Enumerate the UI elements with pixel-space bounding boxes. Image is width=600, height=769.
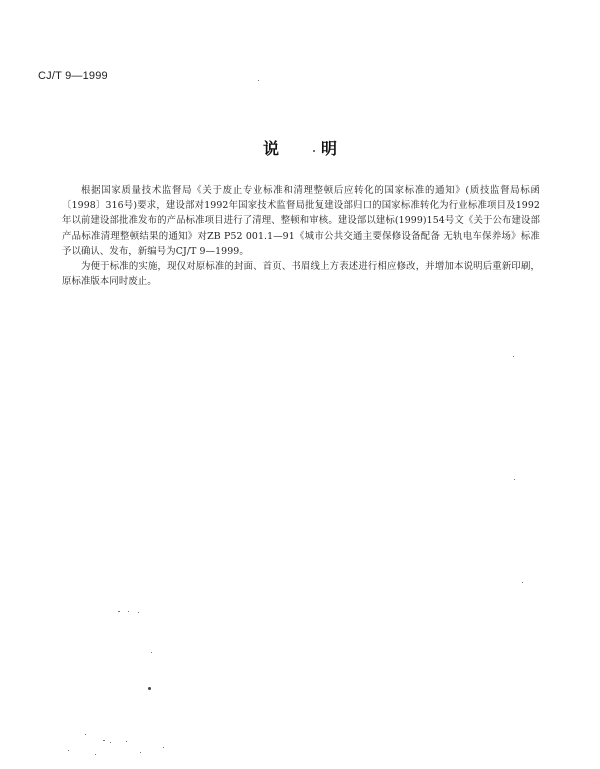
- title-char-2: 明: [321, 139, 338, 158]
- scan-speck: [148, 687, 151, 690]
- scan-speck: [85, 734, 86, 735]
- scan-speck: [103, 740, 105, 741]
- scan-speck: [522, 582, 523, 583]
- scan-speck: [151, 652, 152, 653]
- title-char-1: 说: [262, 139, 279, 158]
- scan-speck: [68, 750, 69, 751]
- scan-speck: [513, 356, 514, 357]
- scan-speck: [140, 752, 141, 753]
- paragraph-1: 根据国家质量技术监督局《关于废止专业标准和清理整顿后应转化的国家标准的通知》(质技监督局标函〔1998〕316号)要求，建设部对1992年国家技术监督局批复建设部归口的国家标准转化为行业标准项目及1992年以前建设部批准发布的产品标准项目进行了清理、整顿和审核。建设部以建标(1999)154号文《关于公布建设部产品标准清理整顿结果的通知》对ZB P52 001.1—91《城市公共交通主要保修设备配备 无轨电车保养场》标准予以确认、发布，新编号为CJ/T 9—1999。: [62, 185, 540, 257]
- standard-code: CJ/T 9—1999: [38, 70, 108, 82]
- explanation-body: [62, 183, 540, 289]
- paragraph-2: 为便于标准的实施，现仅对原标准的封面、首页、书眉线上方表述进行相应修改，并增加本说明后重新印刷，原标准版本同时废止。: [62, 261, 540, 288]
- scan-speck: [163, 747, 164, 748]
- scan-speck: [138, 612, 139, 613]
- scan-speck: [118, 611, 120, 612]
- scan-speck: [128, 611, 129, 612]
- scan-speck: [313, 150, 315, 152]
- scan-speck: [95, 754, 96, 755]
- scan-speck: [110, 742, 111, 743]
- page-title: [0, 136, 600, 159]
- scan-speck: [514, 479, 515, 480]
- scan-speck: [258, 80, 259, 81]
- scan-speck: [126, 741, 127, 742]
